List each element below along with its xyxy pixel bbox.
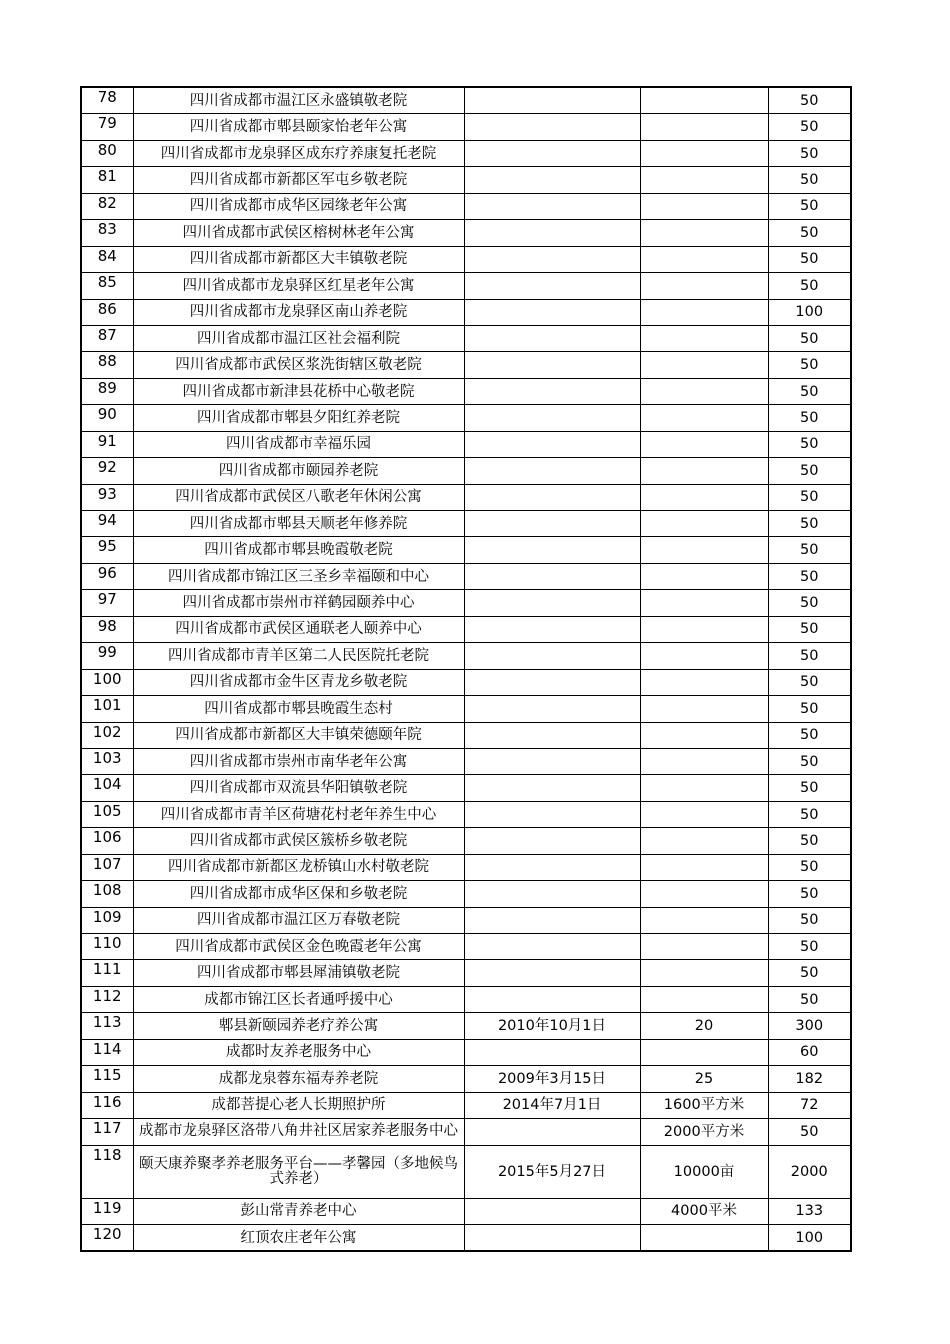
cell-beds: 50 <box>768 1119 851 1145</box>
cell-area <box>640 484 768 510</box>
cell-name: 四川省成都市温江区万春敬老院 <box>133 907 464 933</box>
cell-beds: 72 <box>768 1092 851 1118</box>
cell-beds: 50 <box>768 563 851 589</box>
cell-name: 四川省成都市新都区大丰镇敬老院 <box>133 246 464 272</box>
cell-beds: 50 <box>768 537 851 563</box>
cell-area <box>640 378 768 404</box>
cell-name: 四川省成都市武侯区金色晚霞老年公寓 <box>133 934 464 960</box>
cell-area <box>640 881 768 907</box>
cell-name: 四川省成都市崇州市祥鹤园颐养中心 <box>133 590 464 616</box>
table-row <box>81 934 851 960</box>
cell-date <box>464 775 640 801</box>
cell-name: 四川省成都市郫县夕阳红养老院 <box>133 405 464 431</box>
cell-no: 82 <box>81 193 133 219</box>
cell-no: 104 <box>81 775 133 801</box>
cell-beds: 100 <box>768 1224 851 1251</box>
cell-area <box>640 193 768 219</box>
cell-no: 112 <box>81 986 133 1012</box>
cell-date <box>464 220 640 246</box>
cell-no: 80 <box>81 140 133 166</box>
cell-no: 116 <box>81 1092 133 1118</box>
table-row <box>81 405 851 431</box>
cell-date <box>464 696 640 722</box>
table-row <box>81 1066 851 1092</box>
cell-name: 四川省成都市温江区社会福利院 <box>133 325 464 351</box>
cell-date <box>464 801 640 827</box>
table-row <box>81 246 851 272</box>
cell-beds: 50 <box>768 934 851 960</box>
cell-area <box>640 458 768 484</box>
table-row <box>81 167 851 193</box>
cell-no: 85 <box>81 273 133 299</box>
cell-area <box>640 114 768 140</box>
cell-area <box>640 934 768 960</box>
cell-area <box>640 590 768 616</box>
cell-name: 四川省成都市青羊区荷塘花村老年养生中心 <box>133 801 464 827</box>
cell-no: 98 <box>81 616 133 642</box>
table-row <box>81 1013 851 1039</box>
cell-name: 成都市锦江区长者通呼援中心 <box>133 986 464 1012</box>
cell-no: 81 <box>81 167 133 193</box>
cell-no: 111 <box>81 960 133 986</box>
cell-area <box>640 986 768 1012</box>
table-row <box>81 696 851 722</box>
cell-area <box>640 167 768 193</box>
cell-name: 成都龙泉蓉东福寿养老院 <box>133 1066 464 1092</box>
cell-name: 四川省成都市武侯区榕树林老年公寓 <box>133 220 464 246</box>
cell-no: 117 <box>81 1119 133 1145</box>
cell-name: 四川省成都市新都区军屯乡敬老院 <box>133 167 464 193</box>
cell-date <box>464 140 640 166</box>
cell-no: 84 <box>81 246 133 272</box>
cell-name: 四川省成都市龙泉驿区成东疗养康复托老院 <box>133 140 464 166</box>
cell-beds: 133 <box>768 1198 851 1224</box>
table-row <box>81 907 851 933</box>
cell-date <box>464 1198 640 1224</box>
table-row <box>81 87 851 114</box>
cell-beds: 50 <box>768 696 851 722</box>
cell-name: 四川省成都市武侯区通联老人颐养中心 <box>133 616 464 642</box>
cell-area <box>640 352 768 378</box>
table-row <box>81 775 851 801</box>
cell-name: 四川省成都市崇州市南华老年公寓 <box>133 748 464 774</box>
cell-date <box>464 669 640 695</box>
table-row <box>81 854 851 880</box>
cell-no: 103 <box>81 748 133 774</box>
table-row <box>81 325 851 351</box>
cell-no: 119 <box>81 1198 133 1224</box>
cell-name: 彭山常青养老中心 <box>133 1198 464 1224</box>
cell-beds: 50 <box>768 986 851 1012</box>
cell-date <box>464 748 640 774</box>
cell-name: 四川省成都市郫县颐家怡老年公寓 <box>133 114 464 140</box>
cell-area <box>640 87 768 114</box>
cell-name: 四川省成都市双流县华阳镇敬老院 <box>133 775 464 801</box>
cell-beds: 100 <box>768 299 851 325</box>
cell-beds: 50 <box>768 167 851 193</box>
cell-name: 四川省成都市颐园养老院 <box>133 458 464 484</box>
table-row <box>81 193 851 219</box>
cell-area: 25 <box>640 1066 768 1092</box>
table-row <box>81 1039 851 1065</box>
cell-no: 83 <box>81 220 133 246</box>
table-row <box>81 484 851 510</box>
cell-date <box>464 1119 640 1145</box>
cell-no: 93 <box>81 484 133 510</box>
cell-no: 102 <box>81 722 133 748</box>
table-row <box>81 722 851 748</box>
cell-area <box>640 616 768 642</box>
cell-area <box>640 669 768 695</box>
cell-area <box>640 431 768 457</box>
cell-no: 87 <box>81 325 133 351</box>
cell-beds: 2000 <box>768 1145 851 1198</box>
cell-no: 120 <box>81 1224 133 1251</box>
table-row <box>81 881 851 907</box>
cell-name: 四川省成都市幸福乐园 <box>133 431 464 457</box>
cell-date <box>464 960 640 986</box>
table-row <box>81 1145 851 1198</box>
cell-beds: 50 <box>768 220 851 246</box>
cell-area <box>640 775 768 801</box>
cell-beds: 50 <box>768 590 851 616</box>
cell-no: 95 <box>81 537 133 563</box>
cell-date: 2009年3月15日 <box>464 1066 640 1092</box>
table-row <box>81 458 851 484</box>
cell-name: 四川省成都市郫县晚霞生态村 <box>133 696 464 722</box>
cell-name: 四川省成都市郫县犀浦镇敬老院 <box>133 960 464 986</box>
cell-no: 92 <box>81 458 133 484</box>
cell-area <box>640 220 768 246</box>
cell-name: 四川省成都市成华区园缘老年公寓 <box>133 193 464 219</box>
cell-name: 成都菩提心老人长期照护所 <box>133 1092 464 1118</box>
cell-date <box>464 986 640 1012</box>
cell-name: 成都时友养老服务中心 <box>133 1039 464 1065</box>
table-row <box>81 140 851 166</box>
cell-date <box>464 722 640 748</box>
cell-area <box>640 854 768 880</box>
cell-beds: 50 <box>768 881 851 907</box>
cell-beds: 50 <box>768 114 851 140</box>
cell-no: 115 <box>81 1066 133 1092</box>
table-row <box>81 378 851 404</box>
cell-date <box>464 246 640 272</box>
cell-name: 四川省成都市新都区大丰镇荣德颐年院 <box>133 722 464 748</box>
cell-area <box>640 801 768 827</box>
cell-area <box>640 748 768 774</box>
institution-table <box>80 86 852 1252</box>
cell-beds: 182 <box>768 1066 851 1092</box>
cell-name: 四川省成都市成华区保和乡敬老院 <box>133 881 464 907</box>
cell-date <box>464 87 640 114</box>
table-row <box>81 431 851 457</box>
cell-date <box>464 431 640 457</box>
cell-beds: 50 <box>768 748 851 774</box>
cell-beds: 50 <box>768 405 851 431</box>
cell-beds: 50 <box>768 722 851 748</box>
cell-area: 20 <box>640 1013 768 1039</box>
cell-no: 110 <box>81 934 133 960</box>
table-row <box>81 986 851 1012</box>
table-row <box>81 273 851 299</box>
cell-area <box>640 722 768 748</box>
table-row <box>81 669 851 695</box>
cell-no: 109 <box>81 907 133 933</box>
cell-no: 78 <box>81 87 133 114</box>
table-row <box>81 590 851 616</box>
cell-area <box>640 907 768 933</box>
cell-no: 106 <box>81 828 133 854</box>
cell-date <box>464 563 640 589</box>
cell-date <box>464 484 640 510</box>
cell-no: 99 <box>81 643 133 669</box>
cell-beds: 50 <box>768 87 851 114</box>
cell-name: 四川省成都市郫县晚霞敬老院 <box>133 537 464 563</box>
cell-date <box>464 854 640 880</box>
cell-date <box>464 590 640 616</box>
cell-beds: 50 <box>768 140 851 166</box>
table-row <box>81 960 851 986</box>
cell-no: 86 <box>81 299 133 325</box>
cell-area <box>640 563 768 589</box>
table-row <box>81 299 851 325</box>
cell-area <box>640 246 768 272</box>
table-row <box>81 1198 851 1224</box>
table-row <box>81 114 851 140</box>
cell-area: 4000平米 <box>640 1198 768 1224</box>
cell-no: 113 <box>81 1013 133 1039</box>
table-row <box>81 1224 851 1251</box>
cell-no: 90 <box>81 405 133 431</box>
table-row <box>81 1092 851 1118</box>
cell-date <box>464 881 640 907</box>
cell-area: 10000亩 <box>640 1145 768 1198</box>
cell-area: 1600平方米 <box>640 1092 768 1118</box>
cell-date <box>464 907 640 933</box>
cell-no: 96 <box>81 563 133 589</box>
cell-name: 郫县新颐园养老疗养公寓 <box>133 1013 464 1039</box>
cell-beds: 50 <box>768 458 851 484</box>
cell-area <box>640 299 768 325</box>
table-row <box>81 801 851 827</box>
cell-name: 红顶农庄老年公寓 <box>133 1224 464 1251</box>
cell-area <box>640 511 768 537</box>
cell-beds: 50 <box>768 511 851 537</box>
cell-name: 四川省成都市武侯区浆洗街辖区敬老院 <box>133 352 464 378</box>
cell-name: 四川省成都市龙泉驿区南山养老院 <box>133 299 464 325</box>
cell-date <box>464 616 640 642</box>
cell-area: 2000平方米 <box>640 1119 768 1145</box>
cell-beds: 50 <box>768 352 851 378</box>
cell-beds: 50 <box>768 828 851 854</box>
cell-area <box>640 405 768 431</box>
cell-date <box>464 352 640 378</box>
cell-beds: 50 <box>768 801 851 827</box>
cell-date <box>464 934 640 960</box>
cell-beds: 50 <box>768 325 851 351</box>
cell-no: 100 <box>81 669 133 695</box>
cell-beds: 50 <box>768 616 851 642</box>
cell-beds: 50 <box>768 193 851 219</box>
table-row <box>81 511 851 537</box>
table-body <box>81 87 851 1251</box>
cell-area <box>640 643 768 669</box>
cell-no: 79 <box>81 114 133 140</box>
cell-name: 四川省成都市武侯区八歌老年休闲公寓 <box>133 484 464 510</box>
cell-area <box>640 537 768 563</box>
cell-date <box>464 299 640 325</box>
cell-name: 四川省成都市龙泉驿区红星老年公寓 <box>133 273 464 299</box>
cell-beds: 50 <box>768 378 851 404</box>
cell-beds: 50 <box>768 669 851 695</box>
cell-no: 118 <box>81 1145 133 1198</box>
cell-date <box>464 511 640 537</box>
cell-area <box>640 960 768 986</box>
cell-beds: 50 <box>768 775 851 801</box>
cell-no: 107 <box>81 854 133 880</box>
cell-date: 2010年10月1日 <box>464 1013 640 1039</box>
cell-date: 2014年7月1日 <box>464 1092 640 1118</box>
cell-date <box>464 193 640 219</box>
cell-beds: 60 <box>768 1039 851 1065</box>
table-row <box>81 748 851 774</box>
table-row <box>81 643 851 669</box>
cell-beds: 50 <box>768 907 851 933</box>
cell-name: 四川省成都市青羊区第二人民医院托老院 <box>133 643 464 669</box>
cell-date <box>464 828 640 854</box>
cell-area <box>640 325 768 351</box>
cell-area <box>640 828 768 854</box>
cell-beds: 300 <box>768 1013 851 1039</box>
cell-name: 四川省成都市金牛区青龙乡敬老院 <box>133 669 464 695</box>
cell-beds: 50 <box>768 960 851 986</box>
cell-no: 94 <box>81 511 133 537</box>
table-row <box>81 828 851 854</box>
cell-date: 2015年5月27日 <box>464 1145 640 1198</box>
cell-date <box>464 537 640 563</box>
cell-area <box>640 273 768 299</box>
cell-beds: 50 <box>768 643 851 669</box>
cell-date <box>464 1224 640 1251</box>
table-row <box>81 220 851 246</box>
cell-no: 97 <box>81 590 133 616</box>
cell-name: 四川省成都市新津县花桥中心敬老院 <box>133 378 464 404</box>
cell-no: 91 <box>81 431 133 457</box>
cell-date <box>464 167 640 193</box>
cell-date <box>464 643 640 669</box>
cell-name: 成都市龙泉驿区洛带八角井社区居家养老服务中心 <box>133 1119 464 1145</box>
cell-no: 105 <box>81 801 133 827</box>
table-row <box>81 537 851 563</box>
cell-date <box>464 114 640 140</box>
cell-no: 89 <box>81 378 133 404</box>
cell-name: 四川省成都市锦江区三圣乡幸福颐和中心 <box>133 563 464 589</box>
cell-beds: 50 <box>768 854 851 880</box>
cell-date <box>464 1039 640 1065</box>
cell-date <box>464 458 640 484</box>
cell-no: 101 <box>81 696 133 722</box>
cell-name: 四川省成都市武侯区簇桥乡敬老院 <box>133 828 464 854</box>
table-row <box>81 563 851 589</box>
cell-area <box>640 140 768 166</box>
cell-date <box>464 378 640 404</box>
cell-date <box>464 325 640 351</box>
cell-name: 四川省成都市新都区龙桥镇山水村敬老院 <box>133 854 464 880</box>
cell-date <box>464 405 640 431</box>
table-row <box>81 616 851 642</box>
cell-beds: 50 <box>768 431 851 457</box>
cell-beds: 50 <box>768 246 851 272</box>
cell-date <box>464 273 640 299</box>
table-row <box>81 1119 851 1145</box>
cell-area <box>640 1039 768 1065</box>
cell-beds: 50 <box>768 484 851 510</box>
cell-no: 108 <box>81 881 133 907</box>
cell-no: 88 <box>81 352 133 378</box>
cell-area <box>640 1224 768 1251</box>
cell-beds: 50 <box>768 273 851 299</box>
table-row <box>81 352 851 378</box>
cell-no: 114 <box>81 1039 133 1065</box>
cell-name: 颐天康养聚孝养老服务平台——孝馨园（多地候鸟式养老） <box>133 1145 464 1198</box>
cell-name: 四川省成都市温江区永盛镇敬老院 <box>133 87 464 114</box>
cell-name: 四川省成都市郫县天顺老年修养院 <box>133 511 464 537</box>
cell-area <box>640 696 768 722</box>
